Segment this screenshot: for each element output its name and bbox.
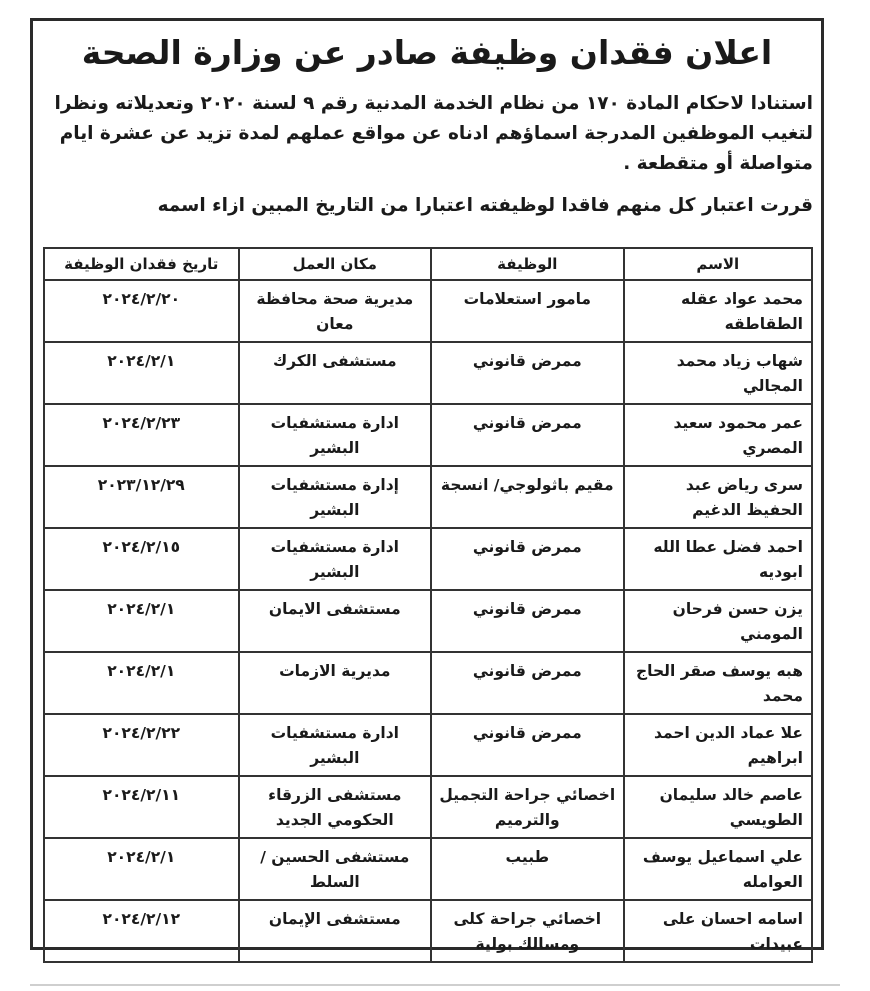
cell-place: مستشفى الايمان xyxy=(239,590,432,652)
cell-name: عاصم خالد سليمان الطويسي xyxy=(624,776,812,838)
cell-job: اخصائي جراحة كلى ومسالك بولية xyxy=(431,900,624,962)
cell-name: محمد عواد عقله الطقاطقه xyxy=(624,280,812,342)
table-row xyxy=(44,466,812,528)
cell-place: ادارة مستشفيات البشير xyxy=(239,528,432,590)
notice-paragraph: استنادا لاحكام المادة ١٧٠ من نظام الخدمة المدنية رقم ٩ لسنة ٢٠٢٠ وتعديلاته ونظرا لتغيب الموظفين المدرجة اسماؤهم ادناه عن مواقع عملهم لمدة تزيد عن عشرة ايام متواصلة أو متقطعة . xyxy=(54,93,813,174)
table-row xyxy=(44,404,812,466)
table-row xyxy=(44,528,812,590)
cell-job: ممرض قانوني xyxy=(431,342,624,404)
table-row xyxy=(44,900,812,962)
table-body xyxy=(44,280,812,962)
cell-name: علا عماد الدين احمد ابراهيم xyxy=(624,714,812,776)
cell-place: مديرية صحة محافظة معان xyxy=(239,280,432,342)
cell-place: مديرية الازمات xyxy=(239,652,432,714)
cell-job: مقيم باثولوجي/ انسجة xyxy=(431,466,624,528)
cell-date: ٢٠٢٤/٢/١٢ xyxy=(44,900,239,962)
cell-job: ممرض قانوني xyxy=(431,590,624,652)
cell-date: ٢٠٢٤/٢/١ xyxy=(44,342,239,404)
cell-place: مستشفى الزرقاء الحكومي الجديد xyxy=(239,776,432,838)
table-row xyxy=(44,776,812,838)
cell-date: ٢٠٢٤/٢/٢٢ xyxy=(44,714,239,776)
header-name: الاسم xyxy=(624,248,812,280)
cell-job: ممرض قانوني xyxy=(431,528,624,590)
cell-name: هبه يوسف صقر الحاج محمد xyxy=(624,652,812,714)
table-row xyxy=(44,652,812,714)
header-job: الوظيفة xyxy=(431,248,624,280)
cell-name: شهاب زياد محمد المجالي xyxy=(624,342,812,404)
cell-name: سرى رياض عبد الحفيظ الدغيم xyxy=(624,466,812,528)
notice-decision: قررت اعتبار كل منهم فاقدا لوظيفته اعتبارا من التاريخ المبين ازاء اسمه xyxy=(157,195,813,216)
header-place: مكان العمل xyxy=(239,248,432,280)
cell-date: ٢٠٢٤/٢/١١ xyxy=(44,776,239,838)
header-date: تاريخ فقدان الوظيفة xyxy=(44,248,239,280)
cell-name: اسامه احسان على عبيدات xyxy=(624,900,812,962)
cell-date: ٢٠٢٣/١٢/٢٩ xyxy=(44,466,239,528)
table-header-row xyxy=(44,248,812,280)
table-row xyxy=(44,342,812,404)
cell-date: ٢٠٢٤/٢/١ xyxy=(44,590,239,652)
cell-place: مستشفى الحسين / السلط xyxy=(239,838,432,900)
table-row xyxy=(44,838,812,900)
divider xyxy=(30,984,840,986)
cell-date: ٢٠٢٤/٢/١ xyxy=(44,652,239,714)
cell-place: ادارة مستشفيات البشير xyxy=(239,404,432,466)
cell-job: ممرض قانوني xyxy=(431,714,624,776)
employees-table xyxy=(43,247,813,963)
cell-date: ٢٠٢٤/٢/١٥ xyxy=(44,528,239,590)
cell-job: ممرض قانوني xyxy=(431,652,624,714)
cell-job: مامور استعلامات xyxy=(431,280,624,342)
table-row xyxy=(44,714,812,776)
cell-name: احمد فضل عطا الله ابوديه xyxy=(624,528,812,590)
cell-date: ٢٠٢٤/٢/١ xyxy=(44,838,239,900)
cell-name: يزن حسن فرحان المومني xyxy=(624,590,812,652)
cell-place: ادارة مستشفيات البشير xyxy=(239,714,432,776)
cell-date: ٢٠٢٤/٢/٢٠ xyxy=(44,280,239,342)
notice-title: اعلان فقدان وظيفة صادر عن وزارة الصحة xyxy=(81,33,773,72)
cell-job: اخصائي جراحة التجميل والترميم xyxy=(431,776,624,838)
table-row xyxy=(44,590,812,652)
cell-job: طبيب xyxy=(431,838,624,900)
cell-place: مستشفى الإيمان xyxy=(239,900,432,962)
cell-place: إدارة مستشفيات البشير xyxy=(239,466,432,528)
cell-name: عمر محمود سعيد المصري xyxy=(624,404,812,466)
cell-name: علي اسماعيل يوسف العوامله xyxy=(624,838,812,900)
cell-place: مستشفى الكرك xyxy=(239,342,432,404)
table-row xyxy=(44,280,812,342)
notice-frame xyxy=(30,18,824,953)
cell-job: ممرض قانوني xyxy=(431,404,624,466)
cell-date: ٢٠٢٤/٢/٢٣ xyxy=(44,404,239,466)
